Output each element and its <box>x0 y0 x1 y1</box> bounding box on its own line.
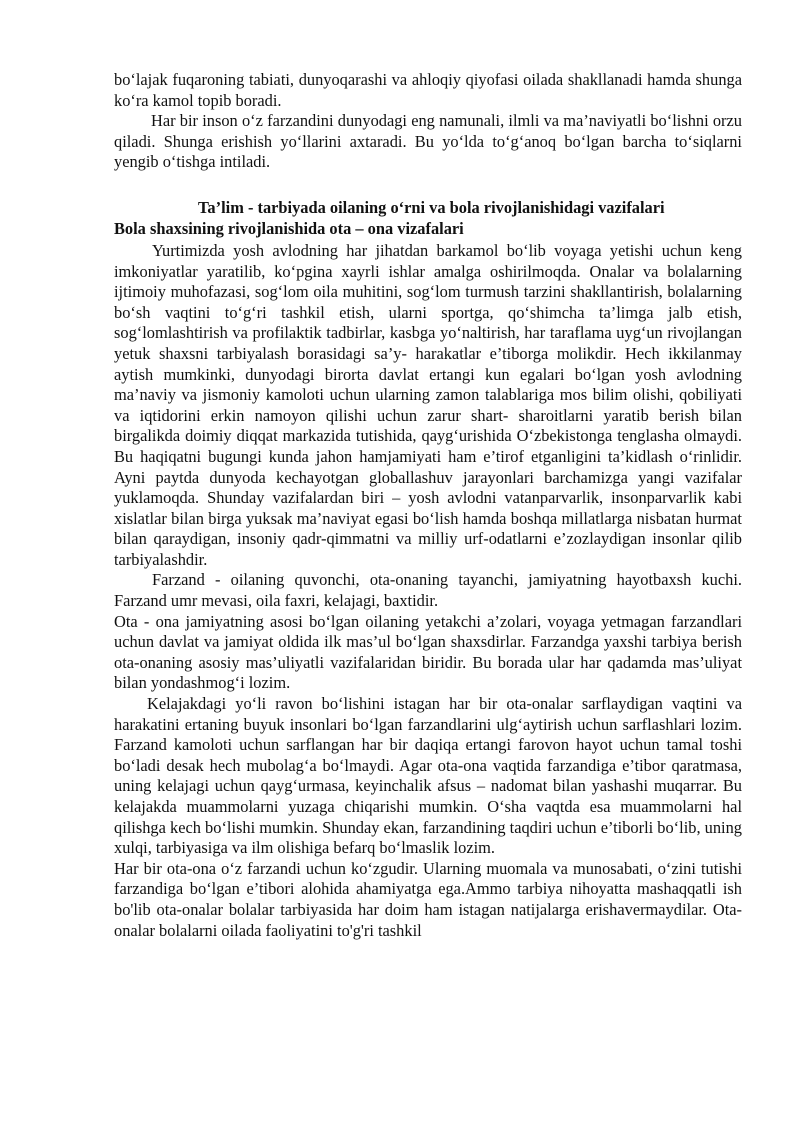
intro-paragraph-1: bo‘lajak fuqaroning tabiati, dunyoqarashi va ahloqiy qiyofasi oilada shakllanadi hamda shunga ko‘ra kamol topib boradi. <box>114 70 742 110</box>
intro-paragraph-2: Har bir inson o‘z farzandini dunyodagi eng namunali, ilmli va ma’naviyatli bo‘lishni orzu qiladi. Shunga erishish yo‘llarini axtaradi. Bu yo‘lda to‘g‘anoq bo‘lgan barcha to‘siqlarni yengib o‘tishga intiladi. <box>114 111 742 172</box>
document-page <box>114 70 742 941</box>
section-subheading: Bola shaxsining rivojlanishida ota – ona vizafalari <box>114 218 464 238</box>
body-paragraph-5: Har bir ota-ona o‘z farzandi uchun ko‘zgudir. Ularning muomala va munosabati, o‘zini tutishi farzandiga bo‘lgan e’tibori alohida ahamiyatga ega.Ammo tarbiya nihoyatta mashaqqatli ish bo'lib ota-onalar bolalar tarbiyasida har doim ham istagan natijalarga erishavermaydilar. Ota-onalar bolalarni oilada faoliyatini to'g'ri tashkil <box>114 858 742 940</box>
body-paragraph-2: Farzand - oilaning quvonchi, ota-onaning tayanchi, jamiyatning hayotbaxsh kuchi. Farzand umr mevasi, oila faxri, kelajagi, baxtidir. <box>114 570 742 611</box>
body-paragraph-4: Kelajakdagi yo‘li ravon bo‘lishini istagan har bir ota-onalar sarflaydigan vaqtini va harakatini ertaning buyuk insonlari bo‘lgan farzandlarini ulg‘aytirish uchun sarflashlari lozim. Farzand kamoloti uchun sarflangan har bir daqiqa ertangi farovon hayot uchun tamal toshi bo‘ladi desak hech mubolag‘a bo‘lmaydi. Agar ota-ona vaqtida farzandiga e’tibor qaratmasa, uning kelajagi uchun qayg‘urmasa, keyinchalik afsus – nadomat bilan yashashi muqarrar. Bu kelajakda muammolarni yuzaga chiqarishi mumkin. O‘sha vaqtda esa muammolarni hal qilishga kech bo‘lishi mumkin. Shunday ekan, farzandining taqdiri uchun e’tiborli bo‘lib, uning xulqi, tarbiyasiga va ilm olishiga befarq bo‘lmaslik lozim. <box>114 694 742 858</box>
section-heading: Ta’lim - tarbiyada oilaning o‘rni va bola rivojlanishidagi vazifalari <box>198 197 665 217</box>
body-paragraph-1: Yurtimizda yosh avlodning har jihatdan barkamol bo‘lib voyaga yetishi uchun keng imkoniyatlar yaratilib, ko‘pgina xayrli ishlar amalga oshirilmoqda. Onalar va bolalarning ijtimoiy muhofazasi, sog‘lom oila muhitini, sog‘lom turmush tarzini shakllantirish, bolalarning bo‘sh vaqtini to‘g‘ri tashkil etish, ularni sportga, qo‘shimcha ta’limga jalb etish, sog‘lomlashtirish va profilaktik tadbirlar, kasbga yo‘naltirish, har taraflama uyg‘un rivojlangan yetuk shaxsni tarbiyalash borasidagi sa’y- harakatlar e’tiborga molikdir. Hech ikkilanmay aytish mumkinki, dunyodagi birorta davlat ertangi kun egalari bo‘lgan yosh avlodning ma’naviy va jismoniy kamoloti uchun ularning zamon talablariga mos bilim olishi, qobiliyati va iqtidorini erkin namoyon qilishi uchun zarur shart- sharoitlarni yaratib berish bilan birgalikda doimiy diqqat markazida tutishida, qayg‘urishida O‘zbekistonga tenglasha olmaydi. Bu haqiqatni bugungi kunda jahon hamjamiyati ham e’tirof etganligini ta’kidlash o‘rinlidir. Ayni paytda dunyoda kechayotgan globallashuv jarayonlari barchamizga yangi vazifalar yuklamoqda. Shunday vazifalardan biri – yosh avlodni vatanparvarlik, insonparvarlik kabi xislatlar bilan birga yuksak ma’naviyat egasi bo‘lish hamda boshqa millatlarga nisbatan hurmat bilan qaraydigan, insoniy qadr-qimmatni va milliy urf-odatlarni e’zozlaydigan insonlar qilib tarbiyalashdir. <box>114 240 742 569</box>
body-paragraph-3: Ota - ona jamiyatning asosi bo‘lgan oilaning yetakchi a’zolari, voyaga yetmagan farzandlari uchun davlat va jamiyat oldida ilk mas’ul bo‘lgan shaxsdirlar. Farzandga yaxshi tarbiya berish ota-onaning asosiy mas’uliyatli vazifalaridan biridir. Bu borada ular har qadamda mas’uliyat bilan yondashmog‘i lozim. <box>114 611 742 693</box>
